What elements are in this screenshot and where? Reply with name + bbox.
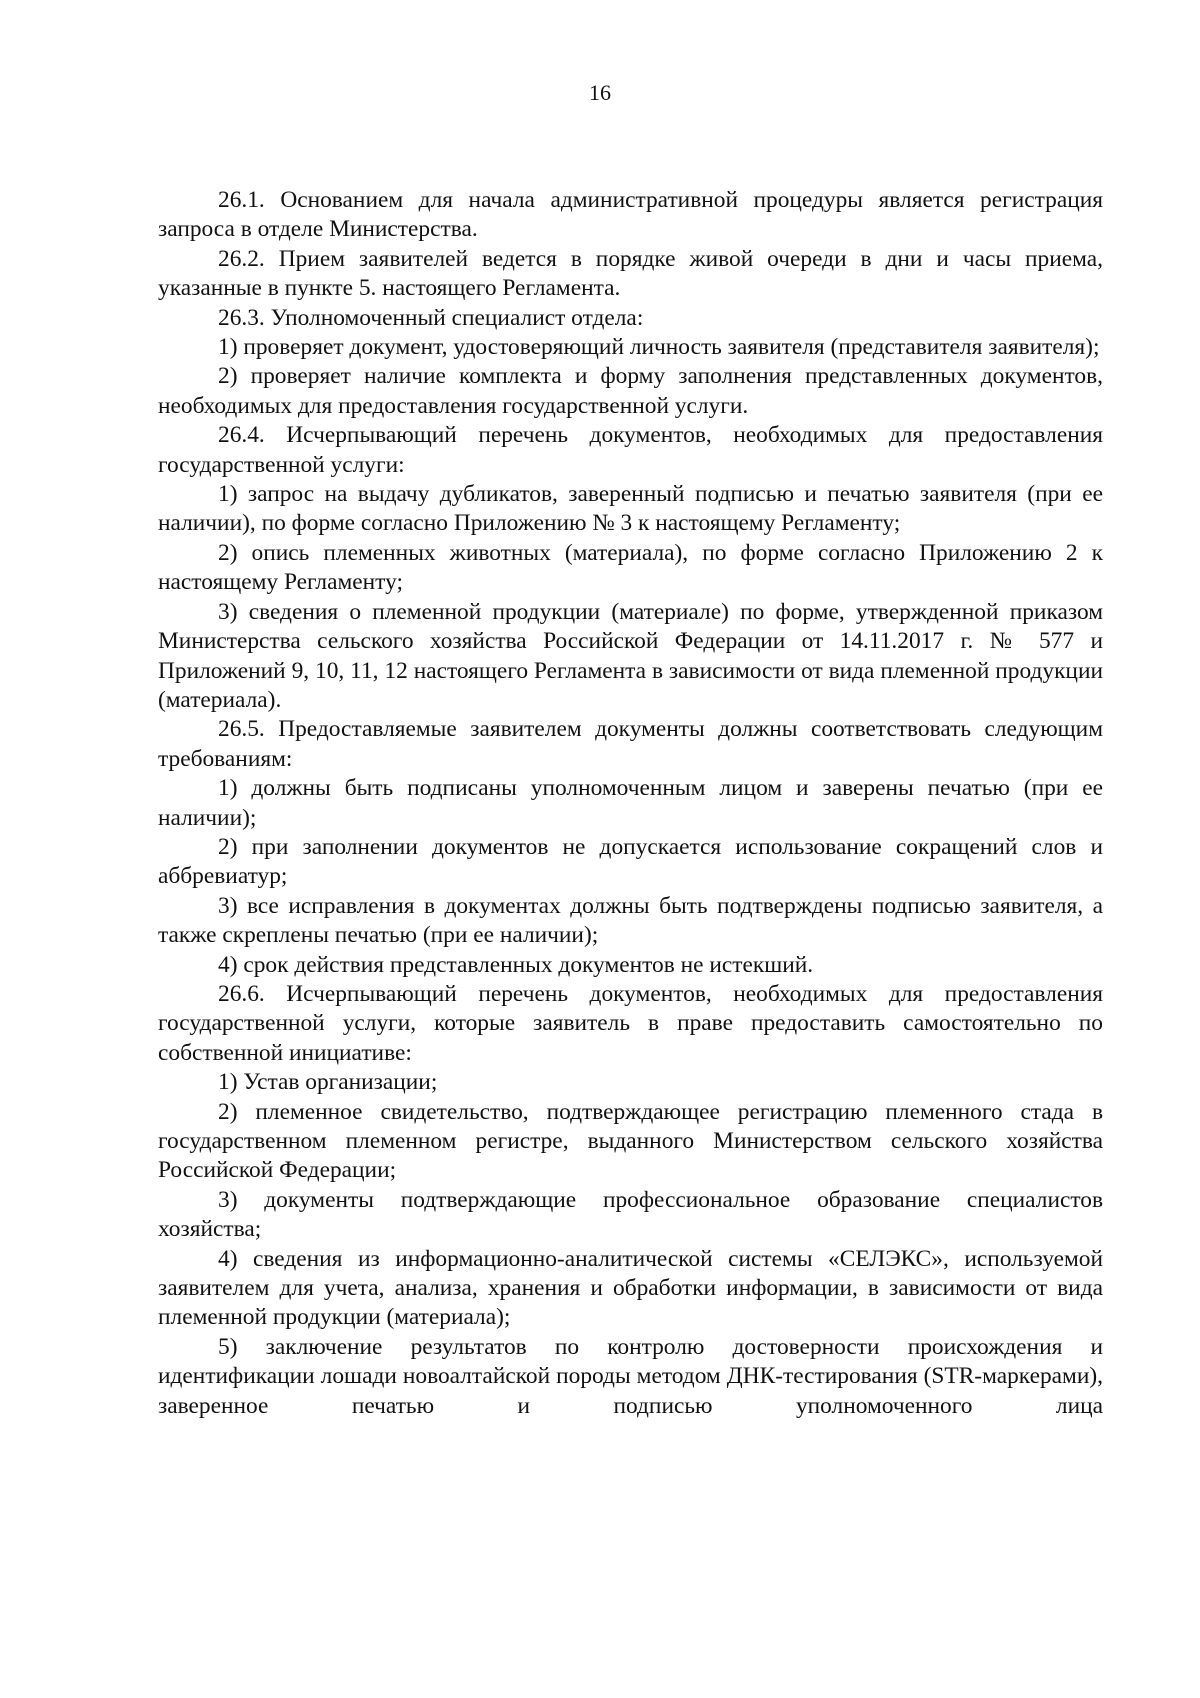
paragraph-26-1: 26.1. Основанием для начала административной процедуры является регистрация запроса в отделе Министерства. (158, 187, 1103, 243)
list-item-26-6-4: 4) сведения из информационно-аналитической системы «СЕЛЭКС», используемой заявителем для учета, анализа, хранения и обработки информации, в зависимости от вида племенной продукции (материала); (158, 1245, 1103, 1331)
list-item-26-6-1: 1) Устав организации; (218, 1069, 438, 1096)
list-item-26-6-3: 3) документы подтверждающие профессиональное образование специалистов хозяйства; (158, 1186, 1103, 1243)
list-item-26-5-1: 1) должны быть подписаны уполномоченным лицом и заверены печатью (при ее наличии); (158, 775, 1103, 831)
list-item-26-6-5: 5) заключение результатов по контролю достоверности происхождения и идентификации лошади новоалтайской породы методом ДНК-тестирования (STR-маркерами), заверенное печатью и подписью уполномоченного лица (158, 1333, 1103, 1419)
paragraph-26-4: 26.4. Исчерпывающий перечень документов, необходимых для предоставления государственной услуги: (158, 422, 1103, 478)
paragraph-26-2: 26.2. Прием заявителей ведется в порядке живой очереди в дни и часы приема, указанные в пункте 5. настоящего Регламента. (158, 245, 1103, 302)
list-item-26-5-3: 3) все исправления в документах должны быть подтверждены подписью заявителя, а также скреплены печатью (при ее наличии); (158, 892, 1103, 949)
list-item-26-4-3: 3) сведения о племенной продукции (материале) по форме, утвержденной приказом Министерства сельского хозяйства Российской Федерации от 14.11.2017 г. № 577 и Приложений 9, 10, 11, 12 настоящего Регламента в зависимости от вида племенной продукции (материала). (158, 598, 1103, 713)
list-item-26-5-2: 2) при заполнении документов не допускается использование сокращений слов и аббревиатур; (158, 833, 1103, 890)
list-item-26-6-2: 2) племенное свидетельство, подтверждающее регистрацию племенного стада в государственном племенном регистре, выданного Министерством сельского хозяйства Российской Федерации; (158, 1098, 1103, 1184)
list-item-26-3-1: 1) проверяет документ, удостоверяющий личность заявителя (представителя заявителя); (218, 334, 1100, 361)
page-number: 16 (589, 80, 611, 105)
list-item-26-3-2: 2) проверяет наличие комплекта и форму заполнения представленных документов, необходимых для предоставления государственной услуги. (158, 363, 1103, 419)
document-body (158, 186, 1103, 1421)
paragraph-26-3: 26.3. Уполномоченный специалист отдела: (218, 304, 644, 331)
paragraph-26-5: 26.5. Предоставляемые заявителем документы должны соответствовать следующим требованиям: (158, 716, 1103, 772)
paragraph-26-6: 26.6. Исчерпывающий перечень документов, необходимых для предоставления государственной услуги, которые заявитель в праве предоставить самостоятельно по собственной инициативе: (158, 980, 1103, 1066)
list-item-26-4-1: 1) запрос на выдачу дубликатов, заверенный подписью и печатью заявителя (при ее наличии), по форме согласно Приложению № 3 к настоящему Регламенту; (158, 481, 1103, 537)
list-item-26-4-2: 2) опись племенных животных (материала), по форме согласно Приложению 2 к настоящему Регламенту; (158, 539, 1103, 596)
list-item-26-5-4: 4) срок действия представленных документов не истекший. (218, 951, 814, 978)
